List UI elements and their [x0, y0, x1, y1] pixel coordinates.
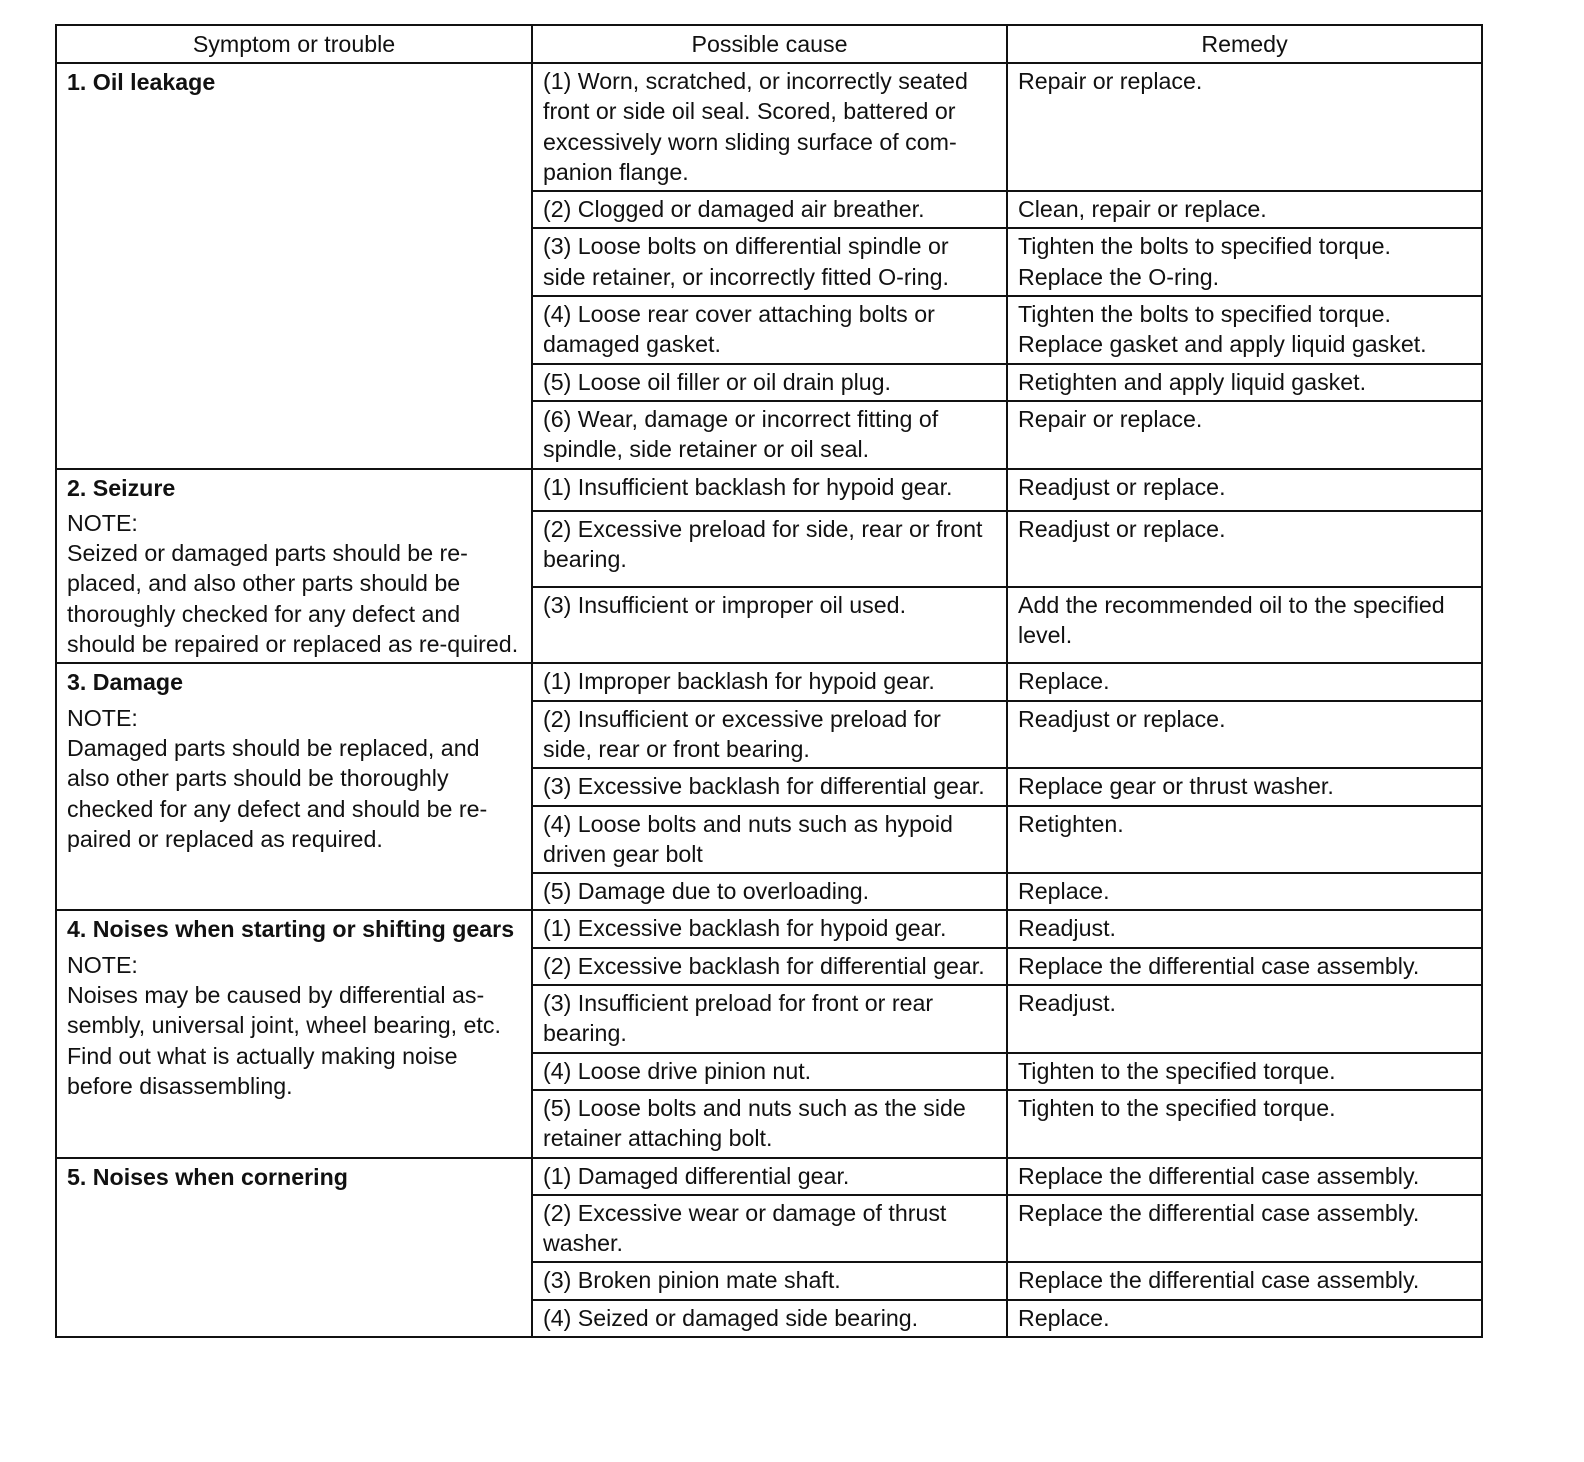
- symptom-cell: [56, 469, 532, 664]
- cause-cell: (3) Broken pinion mate shaft.: [532, 1262, 1007, 1299]
- remedy-cell: Repair or replace.: [1007, 401, 1482, 469]
- cause-cell: (1) Improper backlash for hypoid gear.: [532, 663, 1007, 700]
- cause-cell: (6) Wear, damage or incorrect fitting of spindle, side retainer or oil seal.: [532, 401, 1007, 469]
- table-row: [56, 63, 1482, 191]
- cause-cell: (4) Loose drive pinion nut.: [532, 1053, 1007, 1090]
- cause-cell: (1) Excessive backlash for hypoid gear.: [532, 910, 1007, 947]
- remedy-cell: Tighten to the specified torque.: [1007, 1053, 1482, 1090]
- remedy-cell: Readjust or replace.: [1007, 701, 1482, 769]
- cause-cell: (2) Excessive wear or damage of thrust washer.: [532, 1195, 1007, 1263]
- symptom-title: 4. Noises when starting or shifting gears: [67, 916, 515, 943]
- cause-cell: (2) Clogged or damaged air breather.: [532, 191, 1007, 228]
- cause-cell: (3) Insufficient or improper oil used.: [532, 587, 1007, 663]
- remedy-cell: Retighten.: [1007, 806, 1482, 874]
- table-row: [56, 910, 1482, 947]
- remedy-cell: Add the recommended oil to the specified level.: [1007, 587, 1482, 663]
- remedy-cell: Tighten the bolts to specified torque. Replace the O-ring.: [1007, 228, 1482, 296]
- cause-cell: (1) Insufficient backlash for hypoid gear.: [532, 469, 1007, 511]
- table-body: [56, 63, 1482, 1337]
- remedy-cell: Replace the differential case assembly.: [1007, 1158, 1482, 1195]
- remedy-cell: Clean, repair or replace.: [1007, 191, 1482, 228]
- cause-cell: (4) Seized or damaged side bearing.: [532, 1300, 1007, 1337]
- cause-cell: (5) Loose bolts and nuts such as the side retainer attaching bolt.: [532, 1090, 1007, 1158]
- symptom-cell: [56, 663, 532, 910]
- table-row: [56, 1158, 1482, 1195]
- remedy-cell: Replace.: [1007, 663, 1482, 700]
- cause-cell: (3) Insufficient preload for front or rear bearing.: [532, 985, 1007, 1053]
- remedy-cell: Retighten and apply liquid gasket.: [1007, 364, 1482, 401]
- cause-cell: (5) Loose oil filler or oil drain plug.: [532, 364, 1007, 401]
- cause-cell: (3) Loose bolts on differential spindle or side retainer, or incorrectly fitted O-ring.: [532, 228, 1007, 296]
- symptom-title: 3. Damage: [67, 669, 183, 696]
- cause-cell: (5) Damage due to overloading.: [532, 873, 1007, 910]
- remedy-cell: Replace the differential case assembly.: [1007, 1195, 1482, 1263]
- note-label: NOTE:: [67, 951, 138, 978]
- cause-cell: (2) Insufficient or excessive preload for side, rear or front bearing.: [532, 701, 1007, 769]
- table-row: [56, 663, 1482, 700]
- cause-cell: (2) Excessive backlash for differential gear.: [532, 948, 1007, 985]
- note-label: NOTE:: [67, 509, 138, 536]
- header-remedy: Remedy: [1007, 25, 1482, 63]
- cause-cell: (4) Loose bolts and nuts such as hypoid driven gear bolt: [532, 806, 1007, 874]
- symptom-title: 2. Seizure: [67, 474, 176, 501]
- cause-cell: (1) Worn, scratched, or incorrectly seated front or side oil seal. Scored, battered or excessively worn sliding surface of com-panion flange.: [532, 63, 1007, 191]
- note-text: Damaged parts should be replaced, and also other parts should be thoroughly checked for any defect and should be re-paired or replaced as required.: [67, 734, 488, 852]
- symptom-title: 1. Oil leakage: [67, 69, 216, 95]
- remedy-cell: Repair or replace.: [1007, 63, 1482, 191]
- table-header: [56, 25, 1482, 63]
- header-symptom: Symptom or trouble: [56, 25, 532, 63]
- note-label: NOTE:: [67, 704, 138, 731]
- cause-cell: (4) Loose rear cover attaching bolts or damaged gasket.: [532, 296, 1007, 364]
- cause-cell: (2) Excessive preload for side, rear or front bearing.: [532, 511, 1007, 587]
- remedy-cell: Readjust.: [1007, 910, 1482, 947]
- header-cause: Possible cause: [532, 25, 1007, 63]
- remedy-cell: Replace the differential case assembly.: [1007, 1262, 1482, 1299]
- note-text: Seized or damaged parts should be re-placed, and also other parts should be thoroughly checked for any defect and should be repaired or replaced as re-quired.: [67, 540, 519, 658]
- symptom-cell: [56, 1158, 532, 1337]
- remedy-cell: Replace.: [1007, 873, 1482, 910]
- remedy-cell: Readjust.: [1007, 985, 1482, 1053]
- cause-cell: (1) Damaged differential gear.: [532, 1158, 1007, 1195]
- symptom-cell: [56, 910, 532, 1157]
- symptom-cell: [56, 63, 532, 469]
- symptom-title: 5. Noises when cornering: [67, 1163, 348, 1190]
- header-row: [56, 25, 1482, 63]
- note-text: Noises may be caused by differential as-sembly, universal joint, wheel bearing, etc. Find out what is actually making noise before disassembling.: [67, 982, 501, 1099]
- table-row: [56, 469, 1482, 511]
- remedy-cell: Readjust or replace.: [1007, 511, 1482, 587]
- remedy-cell: Tighten to the specified torque.: [1007, 1090, 1482, 1158]
- remedy-cell: Replace.: [1007, 1300, 1482, 1337]
- troubleshooting-table: [55, 24, 1483, 1338]
- cause-cell: (3) Excessive backlash for differential gear.: [532, 768, 1007, 805]
- remedy-cell: Tighten the bolts to specified torque. Replace gasket and apply liquid gasket.: [1007, 296, 1482, 364]
- remedy-cell: Replace gear or thrust washer.: [1007, 768, 1482, 805]
- remedy-cell: Replace the differential case assembly.: [1007, 948, 1482, 985]
- remedy-cell: Readjust or replace.: [1007, 469, 1482, 511]
